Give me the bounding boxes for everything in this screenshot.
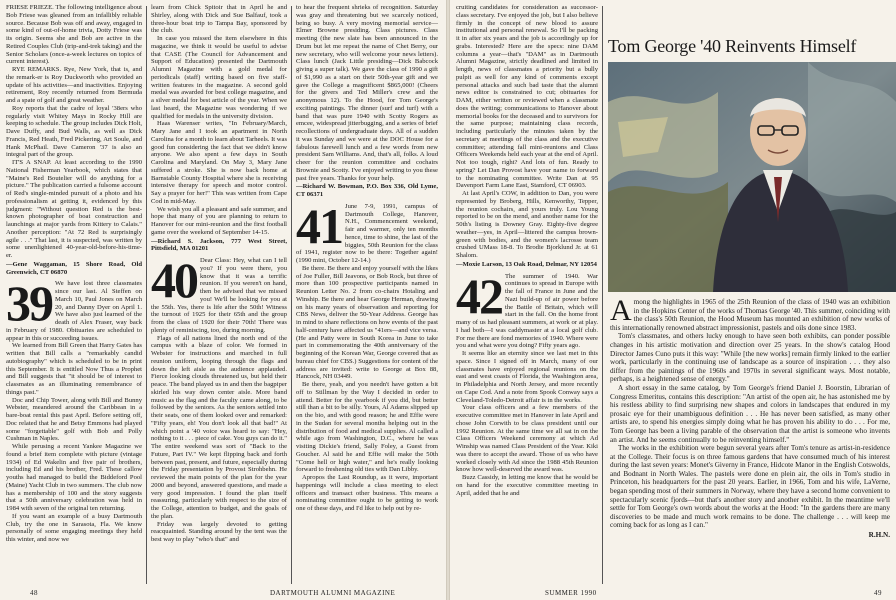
- paragraph: Buzz Cassidy, in letting me know that he would be on hand for the executive committee meeting in April, added that he and: [456, 474, 598, 497]
- signoff: —Gene Waggaman, 15 Shore Road, Old Greenwich, CT 06870: [6, 260, 142, 276]
- article-paragraph: A short essay in the same catalog, by Tom George's friend Daniel J. Boorstin, Librarian of Congress Emeritus, contains this description: "An artist of the open air, he has astonished me by his restless ability to find surprising new shapes and colors in landscapes that endured in my prosaic eye for their unambiguous definition . . . He has never been satisfied, as many other artists are, to spend his energies simply doing what he has proven his ability to do . . . For me, Tom George has been a living parable of the observation that the artist is someone who invents an artist. And he seems continually to be reinventing himself.": [610, 383, 890, 444]
- left-page: [0, 0, 446, 600]
- column-2: [151, 4, 287, 584]
- article-paragraph: Among the highlights in 1965 of the 25th Reunion of the class of 1940 was an exhibition in the Hopkins Center of the works of Thomas George '40. This summer, coinciding with the class's 50th Reunion, the Hood Museum has mounted an exhibition of new works of this internationally renowned abstract impressionist, pastels and oils done since 1983.: [610, 294, 890, 332]
- paragraph: to hear the frequent shrieks of recognition. Saturday was gray and threatening but we scarcely noticed, being so busy. A very moving memorial service—Elmer Browne presiding. Class pictures. Class meeting (the new slate has been announced in the Drum but let me repeat the name of Chet Berry, our new secretary, who will welcome your news letters). Class lunch (Jack Little presiding—Dick Babcock giving a super talk). We gave the class of 1990 a gift of $1,990 as a start on their 50th-year gift and we gave the College a magnificent $865,000! (Cheers for the givers and Ted Miller's crew and the anonymous 12). To the Hood, for Tom George's exciting paintings. The dinner (surf and turf) with a band that was pure 1940 with Scotty Rogers as emcee, widespread jitterbugging, and a series of brief recollections of undergraduate days. All of a sudden it was Sunday and we were at the DOC House for a fabulous farewell lunch and a few words from new president Sam Williams. And, that's all, folks. A loud cheer for the reunion committee and cochairs Brownie and Scotty. I've enjoyed writing to you these past five years. Thanks for your help.: [296, 4, 438, 182]
- paragraph: Be there, yeah, and you needn't have gotten a bit off to Stillman by the Way I decided in order to attend. Better for the yearbook if you did, but better still than a bit to be silly. Yours, Al Adams slipped up on the bio, and with good reason; he and Effie were in the Sudan for several months helping out in the distribution of food and medical supplies. Al called a while ago from Washington, D.C., where he was visiting Dickie's friend, Sally Foley, a Guest from Goucher. Al said he and Effie will make the 50th "Come hell or high water," and he's really looking forward to freshening old ties with Dan Libby.: [296, 381, 438, 474]
- paragraph: learn from Chick Spitoir that in April he and Shirley, along with Dick and Sue Balfauf, took a three-hour boat trip to Tampa Bay, sponsored by the club.: [151, 4, 287, 35]
- class-number-41: 41: [296, 197, 342, 254]
- signoff: —Moxie Larson, 13 Oak Road, Delmar, NY 12054: [456, 260, 597, 268]
- paragraph: RYE REMARKS. Rye, New York, that is, and the remark-er is Roy Duckworth who provided an update of his activities—and inactivities. Enjoying retirement, Roy recently returned from Bermuda and a spate of golf and great weather.: [6, 66, 142, 104]
- paragraph: While perusing a recent Yankee Magazine we found a brief item complete with picture (vintage 1934) of Ed Wakelin and five pair of brothers, including Ed and his brother, Fred. These callow youths had managed to build the Biddeford Pool (Maine) Yacht Club in two summers. The club now has a membership of 100 and the story suggests that a 50th anniversary celebration was held in 1984 with seven of the original ten returning.: [6, 443, 142, 512]
- paragraph: We have lost three classmates since our last. Al Steffen on March 10, Paul Jones on March 20, and Danny Dyer on April 1. We have also just learned of the death of Alex Fraser, way back in February of 1980. Obituaries are scheduled to appear in this or succeeding issues.: [6, 280, 142, 342]
- class-number-40: 40: [151, 252, 197, 308]
- author-initials: R.H.N.: [868, 531, 890, 540]
- paragraph: At last April's COW, in addition to Dan, you were represented by Broberg, Hills, Kenworthy, Tepper, the reunion cochairs, and yours truly. Lou Young reported to be on the mend, and another name for the 50th's listing is Downey Gray. Eighty-five degree weather—yes, in April—littered the campus brown-green with bodies, and the women's lacrosse team crushed UMass 18-8. To Brodie Bjorklund Jr. at 61 Shalom.: [456, 190, 598, 259]
- article-headline: Tom George '40 Reinvents Himself: [608, 36, 857, 56]
- paragraph: IT'S A SNAP. At least according to the 1990 National Fisherman Yearbook, which states that "Maine's Red Boutelier will do anything for a picture." The publication carried a fulsome account of Red's single-minded pursuit of a photo and his professionalism at getting it, evidenced by this judgment: "Without question Red is the best-known photographer of boat construction and launchings at major yards from Kittery to Calais." Another perception: "At 72 Red is surprisingly agile . . ." That last, it is suspected, was written by some unenlightened 40-year-old-before-his-time-er.: [6, 159, 142, 259]
- paragraph: Haas Warenser writes, "In February/March, Mary Jane and I took an apartment in North Carolina for a month to learn about Tarheels. It was good fun considering the fact that we didn't know anyone. We also spent a few days in South Carolina and Maryland. On May 3, Mary Jane suffered a stroke. She is now back home at Barnstable County Hospital where she is receiving intensive therapy for speech and motor control. Say a prayer for her!" This was written from Cape Cod in mid-May.: [151, 120, 287, 205]
- paragraph: In case you missed the item elsewhere in this magazine, we think it would be useful to advise that CASE (The Council for Advancement and Support of Education) presented the Dartmouth Alumni Magazine with a gold medal for periodicals (staff) writing based on five staff-written features in the magazine. A second gold medal was awarded for best college magazine, and a silver medal for best article of the year. When we last heard, the Magazine was wondering if we qualified for medals in the university division.: [151, 35, 287, 120]
- column-divider: [291, 6, 292, 584]
- paragraph: FRIESE FRIEZE. The following intelligence about Bob Friese was gleaned from an infallibly reliable source. Because Bob was off and away, engaged in some kind of out-of-home trivia, Dotty Friese was its origin. Seems she and Bob are active in the Retired Couples Club (trip-and-trek taking) and the Senior Scholars (once-a-week lectures on topics of current interest).: [6, 4, 142, 66]
- page-number: 49: [874, 589, 882, 597]
- class-number-42: 42: [456, 267, 502, 324]
- article-paragraph: Tom's classmates, and others lucky enough to have seen both exhibits, can ponder possible changes in his artistic motivation and direction over 25 years. In the show's catalog Hood Director James Cuno puts it this way: "While [the new works] remain firmly linked to the earlier work, particularly in the continuing use of landscape as a source of inspiration . . . they also differ from the paintings of the 1960s and 1970s in several significant ways. Most notable, perhaps, is a heightened sense of energy.": [610, 332, 890, 384]
- magazine-name: DARTMOUTH ALUMNI MAGAZINE: [270, 589, 396, 597]
- paragraph: Friday was largely devoted to getting reacquainted. Standing around by the tent was the best way to play "who's that" and: [151, 520, 287, 543]
- paragraph: Apropos the Last Roundup, as it were, important happenings will include a class meeting to elect officers and transact other business. This means a nominating committee ought to be getting to work one of these days, and I'd like to help out by re-: [296, 474, 438, 512]
- paragraph: cruiting candidates for consideration as successor-class secretary. I've enjoyed the job, but I also believe firmly in the concept of new blood to assure institutional and personal renewal. So I'll be packing it in after six years and the job is accordingly up for grabs. Interested? Here are the specs: nine DAM columns a year—that's "DAM" as in Dartmouth Alumni Magazine, strictly deadlined and limited in length, news of classmates a priority but a bully pulpit as well for any kind of comments except personal attacks and such bad taste that the alumni news editor is constrained to cut; obituaries for DAM, either written or reviewed when a classmate does the writing; communications to Hanover about memorial books for the deceased and to survivors for the same purpose; maintaining class records, including particularly the minutes taken by the secretary at meetings of the class and the executive committee; attending fall mini-reunions and Class Officers Weekends held each year at the end of April. Not too tough, right? And lots of fun. Ready to spring? Let Dan Provost have your name to forward to the nominating committee. Write Dan at 95 Davenport Farm Lane East, Stamford, CT 06903.: [456, 4, 598, 190]
- class-number-39: 39: [6, 275, 52, 332]
- paragraph: The summer of 1940. War continues to spread in Europe with the fall of France in June and the Nazi build-up of air power before the Battle of Britain, which will start in the fall. On the home front many of us had pleasant summers, at work or at play. I had both—I was caddymaster at a local golf club. For me there are fond memories of 1940. Where were you and what were you doing? Fifty years ago.: [456, 272, 598, 350]
- paragraph: June 7-9, 1991, campus of Dartmouth College, Hanover, N.H., Commencement weekend, fair and warmer, only ten months hence, time to shine, the last of the biggies, 50th Reunion for the class of 1941, register now to be there: Together again! (1990 mini, October 12-14.): [296, 202, 438, 264]
- column-1: [6, 4, 142, 584]
- signoff: —Richard W. Bowman, P.O. Box 336, Old Lyme, CT 06371: [296, 183, 438, 198]
- column-3: [296, 4, 438, 584]
- paragraph: Doc and Chip Tower, along with Bill and Bunny Webster, meandered around the Caribbean in a bare-boat rental this past April. Before setting off, Doc related that he and Betsy Emmons had played some "forgettable" golf with Bob and Polly Cushman in Naples.: [6, 396, 142, 443]
- paragraph: Roy reports that the cadre of loyal '38ers who regularly visit Whitey Mays in Rocky Hill are keeping to schedule. The group includes Dick Holt, Dave Duffy, and Bud Walls, as well as Dick Francis, Red Heath, Fred Pickering, Art Soule, and Hank McPhail. Dave Cameron '37 is also an integral part of the group.: [6, 104, 142, 159]
- paragraph: We learned from Bill Green that Harry Gates has written that Bill calls a "remarkably candid autobiography" which is scheduled to be in print this September. It is entitled Now Thus a Prophet and Bill suggests that "it should be of interest to classmates as an illuminating remembrance of things past.": [6, 342, 142, 396]
- paragraph: Your class officers and a few members of the executive committee met in Hanover in late April and chose John Corwith to be class president until our 1992 Reunion. At the same time we all sat in on the Class Officers Weekend ceremony at which Ad Winship was named Class President of the Year. Kiki was there to accept the award. Those of us who have worked closely with Ad since the 1988 45th Reunion know how well-deserved the award was.: [456, 404, 598, 474]
- paragraph: We wish you all a pleasant and safe summer, and hope that many of you are planning to return to Hanover for our mini-reunion and the first football game over the weekend of September 14-15.: [151, 205, 287, 236]
- painting-backdrop-photo: [608, 62, 896, 292]
- column-divider: [146, 6, 147, 584]
- portrait-photo: [608, 62, 896, 292]
- paragraph: Dear Class: Hey, what can I tell you? If you were there, you know that it was a terrific reunion. If you weren't on hand, then be advised that we missed you! We'll be looking for you at the 55th. Yes, there is life after the 50th! Witness the turnout of 1925 for their 65th and the group from the class of 1920 for their 70th! There was plenty of reminiscing, too, during morning.: [151, 257, 287, 334]
- column-1: [456, 4, 598, 586]
- paragraph: Be there. Be there and enjoy yourself with the likes of Joe Fuller, Bill Jeavons, or Bob Rock, but three of more than 100 prospective participants named in Reunion Letter No. 2 from co-chairs Hotaling and Winship. Be there and hear George Herman, drawing on his many years of observation and reporting for CBS News, deliver the 50-Year Address. George has in mind to share reflections on how events of the past half-century have affected us "41ers—and vice versa. (He and Patty were in South Korea in June to take part in commemorating the 40th anniversary of the beginning of the Korean War, George covered that as bureau chief for CBS.) Suggestions for content of the address are invited: write to George at Box 88, Hancock, NH 03449.: [296, 264, 438, 381]
- right-page: [450, 0, 896, 600]
- column-divider: [602, 6, 603, 584]
- page-number: 48: [30, 589, 38, 597]
- paragraph: If you want an example of a busy Dartmouth Club, try the one in Sarasota, Fla. We know personally of some engaging meetings they held this winter, and now we: [6, 512, 142, 543]
- paragraph: It seems like an eternity since we last met in this space. Since I signed off in March, many of our classmates have enjoyed regional reunions on the east and west coasts of Florida, the Washington area, in Philadelphia and North Jersey, and more recently on Cape Cod. And a note from Spook Conway says a Cleveland-Toledo-Detroit affair is in the works.: [456, 350, 598, 404]
- article-paragraph: The works in the exhibition were begun several years after Tom's tenure as artist-in-residence at the College. Their focus is on three famous gardens that have consumed much of his interest during the last seven years: Monet's Giverny in France, Hidcote Manor in the English Cotswolds, and Bodnant in North Wales. The pastels were done en plein air, the oils in Tom's studio in Princeton, his headquarters for the past 20 years. Earlier, in 1966, Tom and his wife, LaVerne, began spending most of their summers in Norway, where they have a second home convenient to spectacularly scenic fjords—but that's another story and another exhibit. In the meantime we'll settle for Tom George's own words about the works at the Hood: "In the gardens there are many discoveries to be made and much work remains to be done. The challenge . . . will keep me coming back for as long as I can.": [610, 444, 890, 530]
- issue-date: SUMMER 1990: [545, 589, 597, 597]
- signoff: —Richard S. Jackson, 777 West Street, Pittsfield, MA 01201: [151, 237, 287, 253]
- paragraph: Flags of all nations lined the north end of the campus with a blaze of color. We formed in Webster for instructions and marched in full reunion uniform, looping through the flags and down the left aisle as the audience applauded. Fierce looking clouds threatened us, but held their peace. The band played us in and then the bagpiper skirled his way down center aisle. More band music as the flag and the faculty came along, to be followed by the seniors. As the seniors settled into their seats, one of them looked over and remarked: "Fifty years, eh! You don't look all that bad!" At which point a '40 voice was heard to say: "Hey, nothing to it . . . piece of cake. You guys can do it." The entire weekend was sort of "Back to the Future, Part IV." We kept flipping back and forth between past, present, and future, especially during the Friday presentation by Provost Strohbehn. He reviewed the main points of the plan for the year 2000 and beyond, answered questions, and made a very good impression. I found the plan itself reassuring, particularly with respect to the size of the College, attention to budget, and the goals of the plan.: [151, 334, 287, 520]
- drop-cap: A: [610, 294, 632, 327]
- article-body: [610, 294, 890, 540]
